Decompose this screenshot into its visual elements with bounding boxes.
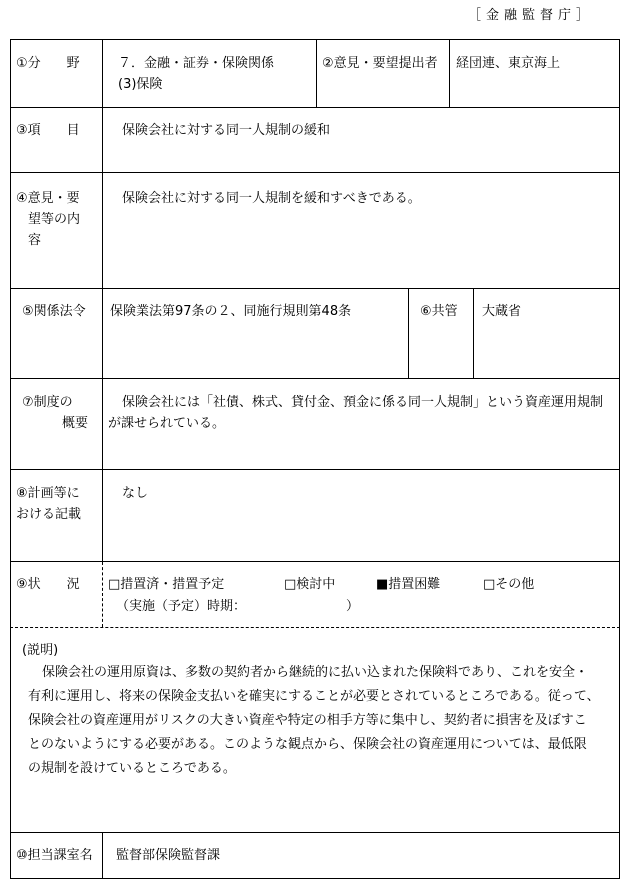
- field-label: ①分 野: [16, 56, 80, 71]
- explanation-line-2: 有利に運用し、将来の保険金支払いを確実にすることが必要とされているところである。従って、: [28, 689, 600, 704]
- explanation-line-1: 保険会社の運用原資は、多数の契約者から継続的に払い込まれた保険料であり、これを安全・: [42, 665, 589, 680]
- submitter-label: ②意見・要望提出者: [322, 56, 438, 71]
- agency-label: ［金融監督庁］: [468, 8, 595, 23]
- joint-ministry-label: ⑥共管: [420, 304, 458, 319]
- request-value: 保険会社に対する同一人規制を緩和すべきである。: [122, 191, 421, 206]
- department-label: ⑩担当課室名: [16, 848, 93, 863]
- field-value-1: ７．金融・証券・保険関係: [118, 56, 275, 71]
- item-label: ③項 目: [16, 123, 80, 138]
- plan-label-1: ⑧計画等に: [16, 486, 80, 501]
- law-label: ⑤関係法令: [22, 304, 86, 319]
- schedule-label: （実施（予定）時期：: [116, 599, 247, 614]
- joint-ministry-value: 大蔵省: [482, 304, 522, 319]
- request-label-1: ④意見・要: [16, 191, 80, 206]
- submitter-value: 経団連、東京海上: [456, 56, 561, 71]
- explanation-line-5: の規制を設けているところである。: [28, 761, 236, 776]
- system-value-2: が課せられている。: [108, 416, 226, 431]
- system-label-1: ⑦制度の: [22, 395, 73, 410]
- field-value-2: (3)保険: [118, 77, 163, 92]
- explanation-line-4: とのないようにする必要がある。このような観点から、保険会社の資産運用については、最低限: [28, 737, 587, 752]
- status-label: ⑨状 況: [16, 577, 80, 592]
- status-option-other: □その他: [483, 577, 535, 592]
- schedule-close: ）: [346, 599, 360, 614]
- request-label-2: 望等の内: [28, 212, 81, 227]
- item-value: 保険会社に対する同一人規制の緩和: [122, 123, 331, 138]
- plan-value: なし: [122, 486, 149, 501]
- department-value: 監督部保険監督課: [116, 848, 221, 863]
- plan-label-2: おける記載: [16, 507, 82, 522]
- explanation-heading: (説明): [22, 643, 59, 658]
- status-option-review: □検討中: [284, 577, 336, 592]
- law-value: 保険業法第97条の２、同施行規則第48条: [110, 304, 352, 319]
- system-label-2: 概要: [62, 416, 89, 431]
- status-option-difficult: ■措置困難: [376, 577, 441, 592]
- explanation-line-3: 保険会社の資産運用がリスクの大きい資産や特定の相手方等に集中し、契約者に損害を及ぼすこ: [28, 713, 587, 728]
- status-option-done: □措置済・措置予定: [108, 577, 225, 592]
- system-value-1: 保険会社には「社債、株式、貸付金、預金に係る同一人規制」という資産運用規制: [122, 395, 604, 410]
- request-label-3: 容: [28, 233, 42, 248]
